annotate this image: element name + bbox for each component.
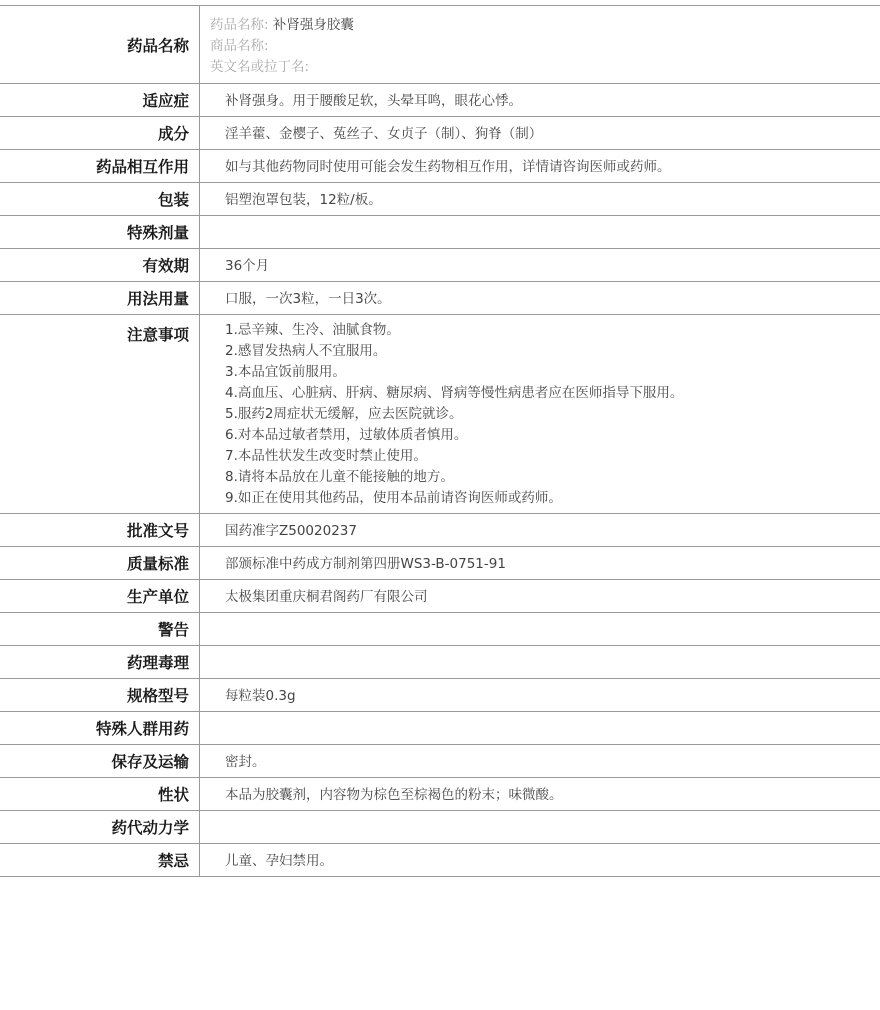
generic-name-line [210, 15, 870, 36]
row-label: 特殊人群用药 [0, 712, 200, 744]
row-value [200, 646, 880, 678]
row-label: 成分 [0, 117, 200, 149]
generic-name-value: 补肾强身胶囊 [272, 17, 354, 33]
row-value [200, 811, 880, 843]
special-populations-row [0, 712, 880, 745]
row-value: 口服，一次3粒，一日3次。 [225, 291, 391, 307]
warning-row [0, 613, 880, 646]
precautions-row [0, 315, 880, 514]
drug-name-row [0, 6, 880, 84]
contraindications-row [0, 844, 880, 877]
row-value: 如与其他药物同时使用可能会发生药物相互作用，详情请咨询医师或药师。 [225, 159, 671, 175]
row-value [200, 216, 880, 248]
list-item: 4.高血压、心脏病、肝病、糖尿病、肾病等慢性病患者应在医师指导下服用。 [225, 385, 684, 401]
row-label: 注意事项 [0, 315, 200, 513]
row-label: 禁忌 [0, 844, 200, 876]
row-label: 包装 [0, 183, 200, 215]
row-label: 批准文号 [0, 514, 200, 546]
packaging-row [0, 183, 880, 216]
quality-standard-row [0, 547, 880, 580]
approval-number-row [0, 514, 880, 547]
row-label: 生产单位 [0, 580, 200, 612]
row-label: 特殊剂量 [0, 216, 200, 248]
row-label: 规格型号 [0, 679, 200, 711]
row-value [200, 613, 880, 645]
drug-info-table [0, 5, 880, 877]
pharmacokinetics-row [0, 811, 880, 844]
shelf-life-row [0, 249, 880, 282]
precautions-list [225, 320, 870, 509]
row-value: 每粒装0.3g [225, 688, 296, 704]
row-value: 36个月 [225, 258, 270, 274]
list-item: 5.服药2周症状无缓解，应去医院就诊。 [225, 406, 463, 422]
list-item: 1.忌辛辣、生冷、油腻食物。 [225, 322, 400, 338]
row-value: 国药准字Z50020237 [225, 523, 357, 539]
english-name-label: 英文名或拉丁名: [210, 59, 310, 75]
specification-row [0, 679, 880, 712]
row-value: 本品为胶囊剂，内容物为棕色至棕褐色的粉末；味微酸。 [225, 787, 563, 803]
list-item: 2.感冒发热病人不宜服用。 [225, 343, 387, 359]
row-value: 部颁标准中药成方制剂第四册WS3-B-0751-91 [225, 556, 506, 572]
generic-name-label: 药品名称: [210, 17, 269, 33]
row-value: 太极集团重庆桐君阁药厂有限公司 [225, 589, 428, 605]
row-value: 补肾强身。用于腰酸足软，头晕耳鸣，眼花心悸。 [225, 93, 522, 109]
list-item: 7.本品性状发生改变时禁止使用。 [225, 448, 427, 464]
row-label: 保存及运输 [0, 745, 200, 777]
ingredients-row [0, 117, 880, 150]
indications-row [0, 84, 880, 117]
row-value: 儿童、孕妇禁用。 [225, 853, 333, 869]
list-item: 9.如正在使用其他药品，使用本品前请咨询医师或药师。 [225, 490, 562, 506]
description-row [0, 778, 880, 811]
row-label: 药品相互作用 [0, 150, 200, 182]
row-label: 质量标准 [0, 547, 200, 579]
row-label: 性状 [0, 778, 200, 810]
row-value [200, 712, 880, 744]
list-item: 8.请将本品放在儿童不能接触的地方。 [225, 469, 454, 485]
row-label: 适应症 [0, 84, 200, 116]
special-dosage-row [0, 216, 880, 249]
row-label: 药理毒理 [0, 646, 200, 678]
row-label: 用法用量 [0, 282, 200, 314]
precautions-cell [200, 315, 880, 513]
row-value: 铝塑泡罩包装，12粒/板。 [225, 192, 382, 208]
storage-row [0, 745, 880, 778]
row-value: 淫羊藿、金樱子、菟丝子、女贞子（制）、狗脊（制） [225, 126, 543, 142]
dosage-row [0, 282, 880, 315]
row-label: 警告 [0, 613, 200, 645]
drug-name-cell [200, 6, 880, 83]
pharmacology-row [0, 646, 880, 679]
trade-name-label: 商品名称: [210, 38, 269, 54]
manufacturer-row [0, 580, 880, 613]
row-label: 药品名称 [0, 6, 200, 83]
list-item: 6.对本品过敏者禁用，过敏体质者慎用。 [225, 427, 468, 443]
row-value: 密封。 [225, 754, 266, 770]
row-label: 药代动力学 [0, 811, 200, 843]
row-label: 有效期 [0, 249, 200, 281]
interactions-row [0, 150, 880, 183]
list-item: 3.本品宜饭前服用。 [225, 364, 346, 380]
